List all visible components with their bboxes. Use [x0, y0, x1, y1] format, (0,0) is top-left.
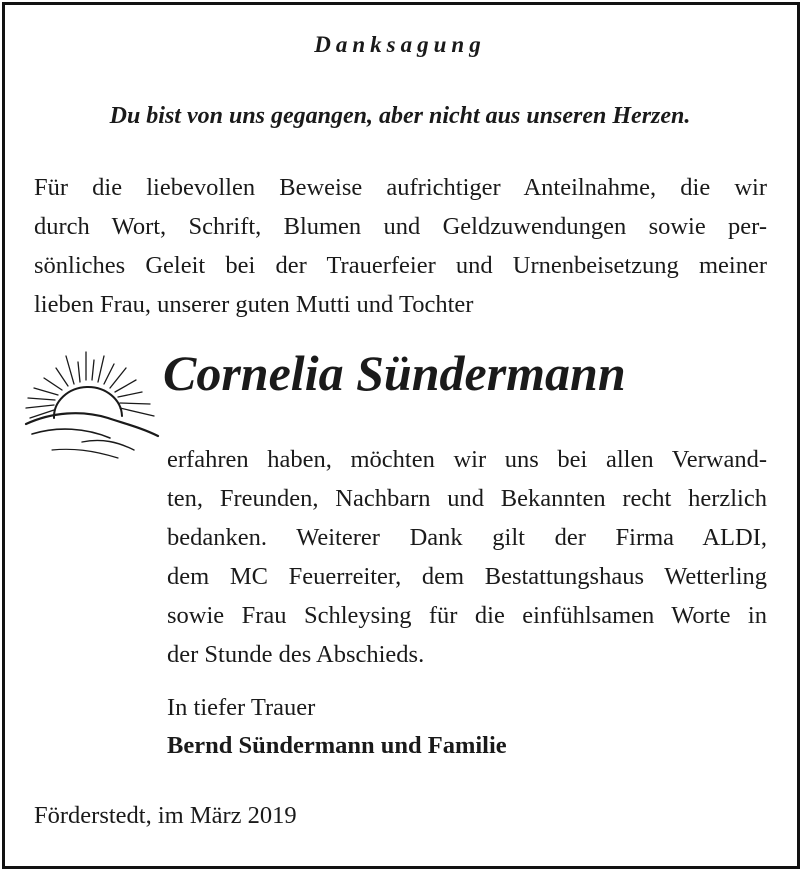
thanks-line: bedanken. Weiterer Dank gilt der Firma ALDI,	[167, 524, 767, 551]
intro-line: durch Wort, Schrift, Blumen und Geldzuwendungen sowie per-	[34, 213, 767, 240]
thanks-line: sowie Frau Schleysing für die einfühlsamen Worte in	[167, 602, 767, 629]
thanks-line: erfahren haben, möchten wir uns bei allen Verwand-	[167, 446, 767, 473]
thanks-paragraph	[167, 440, 767, 674]
intro-paragraph	[34, 168, 767, 324]
notice-motto: Du bist von uns gegangen, aber nicht aus unseren Herzen.	[109, 103, 691, 129]
place-date: Förderstedt, im März 2019	[34, 802, 297, 829]
closing-phrase: In tiefer Trauer	[167, 694, 316, 721]
intro-line: lieben Frau, unserer guten Mutti und Tochter	[34, 291, 474, 318]
thanks-line: ten, Freunden, Nachbarn und Bekannten recht herzlich	[167, 485, 767, 512]
sunrise-icon	[22, 346, 162, 462]
signatory: Bernd Sündermann und Familie	[167, 732, 507, 759]
thanks-line: der Stunde des Abschieds.	[167, 641, 425, 668]
intro-line: sönliches Geleit bei der Trauerfeier und Urnenbeisetzung meiner	[34, 252, 767, 279]
deceased-name: Cornelia Sündermann	[163, 345, 626, 401]
intro-line: Für die liebevollen Beweise aufrichtiger Anteilnahme, die wir	[34, 174, 767, 201]
thanks-line: dem MC Feuerreiter, dem Bestattungshaus Wetterling	[167, 563, 767, 590]
notice-heading: Danksagung	[314, 32, 486, 57]
